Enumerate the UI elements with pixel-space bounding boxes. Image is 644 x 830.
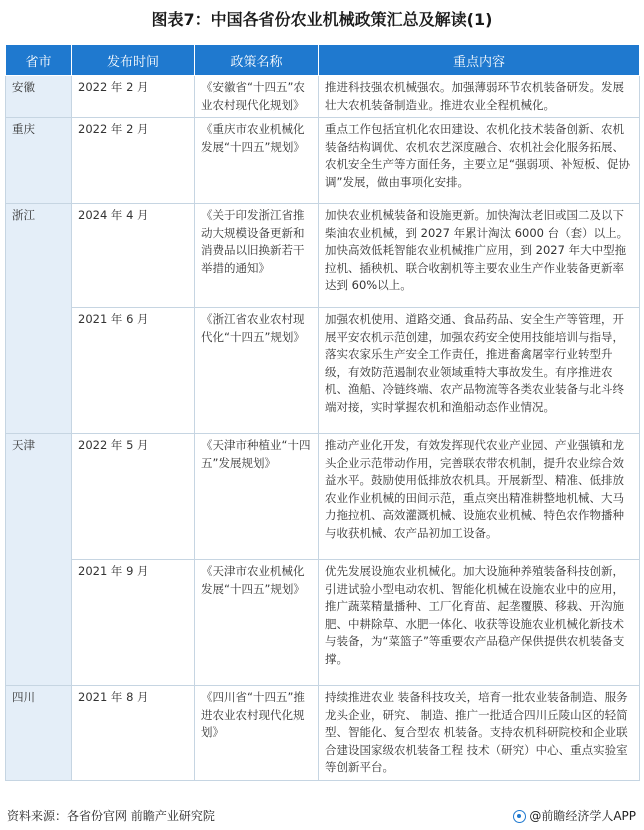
header-province: 省市 <box>6 45 72 76</box>
table-row <box>6 204 640 308</box>
content-cell: 加强农机使用、道路交通、食品药品、安全生产等管理，开展平安农机示范创建，加强农药安全使用技能培训与指导，落实农家乐生产安全工作责任，推进畜禽屠宰行业转型升级，有效防范遏制农业领域重特大事故发生。有序推进农机、渔船、冷链终端、农产品物流等各类农业装备与北斗终端对接，实时掌握农机和渔船动态作业情况。 <box>319 308 640 434</box>
date-cell: 2022 年 2 月 <box>72 118 195 204</box>
chart-title: 图表7：中国各省份农业机械政策汇总及解读(1) <box>151 10 493 29</box>
policy-cell: 《四川省“十四五”推进农业农村现代化规划》 <box>195 686 319 781</box>
date-cell: 2021 年 8 月 <box>72 686 195 781</box>
table-row <box>6 118 640 204</box>
policy-table <box>5 44 640 781</box>
table-row <box>6 76 640 118</box>
province-cell: 安徽 <box>6 76 72 118</box>
province-cell: 天津 <box>6 434 72 686</box>
policy-cell: 《浙江省农业农村现代化“十四五”规划》 <box>195 308 319 434</box>
policy-cell: 《关于印发浙江省推动大规模设备更新和消费品以旧换新若干举措的通知》 <box>195 204 319 308</box>
date-cell: 2022 年 2 月 <box>72 76 195 118</box>
policy-cell: 《重庆市农业机械化发展“十四五”规划》 <box>195 118 319 204</box>
content-cell: 优先发展设施农业机械化。加大设施种养殖装备科技创新，引进试验小型电动农机、智能化机械在设施农业中的应用，推广蔬菜精量播种、工厂化育苗、起垄覆膜、移栽、开沟施肥、中耕除草、水肥一体化、收获等设施农业机械化新技术与装备，为“菜篮子”等重要农产品稳产保供提供农机装备支撑。 <box>319 560 640 686</box>
date-cell: 2021 年 6 月 <box>72 308 195 434</box>
province-cell: 重庆 <box>6 118 72 204</box>
source-note: 资料来源：各省份官网 前瞻产业研究院 <box>7 809 215 823</box>
header-date: 发布时间 <box>72 45 195 76</box>
content-cell: 重点工作包括宜机化农田建设、农机化技术装备创新、农机装备结构调优、农机农艺深度融合、农机社会化服务拓展、农机安全生产等方面任务，主要立足“强弱项、补短板、促协调”发展，做由事项化安排。 <box>319 118 640 204</box>
table-row <box>6 434 640 560</box>
qianzhan-logo-icon <box>513 810 526 823</box>
header-policy-name: 政策名称 <box>195 45 319 76</box>
table-row <box>6 686 640 781</box>
table-row <box>6 308 640 434</box>
policy-cell: 《天津市种植业“十四五”发展规划》 <box>195 434 319 560</box>
header-key-content: 重点内容 <box>319 45 640 76</box>
footer <box>0 806 644 826</box>
brand-credit <box>513 806 636 826</box>
content-cell: 推进科技强农机械强农。加强薄弱环节农机装备研发。发展壮大农机装备制造业。推进农业全程机械化。 <box>319 76 640 118</box>
table-header-row <box>6 45 640 76</box>
brand-label: @前瞻经济学人APP <box>529 809 636 823</box>
content-cell: 加快农业机械装备和设施更新。加快淘汰老旧或国二及以下柴油农业机械，到 2027 年累计淘汰 6000 台（套）以上。加快高效低耗智能农业机械推广应用，到 2027 年大中型拖拉机、插秧机、联合收割机等主要农业生产作业装备更新率达到 60%以上。 <box>319 204 640 308</box>
content-cell: 推动产业化开发，有效发挥现代农业产业园、产业强镇和龙头企业示范带动作用，完善联农带农机制，提升农业综合效益水平。鼓励使用低排放农机具。开展新型、精准、低排放农业作业机械的田间示范，重点突出精准耕整地机械、大马力拖拉机、高效灌溉机械、设施农业机械、特色农作物播种与收获机械、农产品初加工设备。 <box>319 434 640 560</box>
table-row <box>6 560 640 686</box>
province-cell: 四川 <box>6 686 72 781</box>
date-cell: 2022 年 5 月 <box>72 434 195 560</box>
policy-cell: 《安徽省“十四五”农业农村现代化规划》 <box>195 76 319 118</box>
policy-cell: 《天津市农业机械化发展“十四五”规划》 <box>195 560 319 686</box>
province-cell: 浙江 <box>6 204 72 434</box>
content-cell: 持续推进农业 装备科技攻关，培育一批农业装备制造、服务龙头企业，研究、 制造、推广一批适合四川丘陵山区的轻简型、智能化、复合型农 机装备。支持农机科研院校和企业联合建设国家级农机装备工程 技术（研究）中心、重点实验室等创新平台。 <box>319 686 640 781</box>
date-cell: 2021 年 9 月 <box>72 560 195 686</box>
date-cell: 2024 年 4 月 <box>72 204 195 308</box>
